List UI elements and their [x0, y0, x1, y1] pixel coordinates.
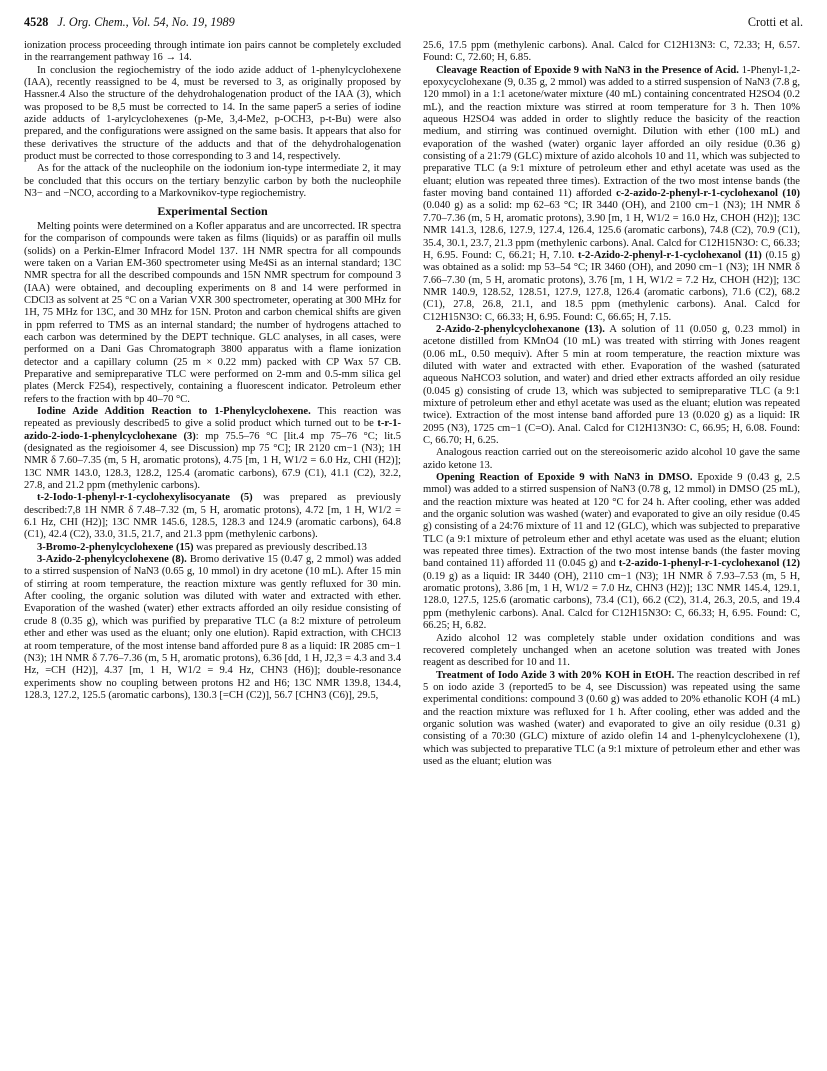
paragraph-text: This reaction was repeated as previously described5 to give a solid product which turned out to be: [24, 405, 401, 430]
paragraph: Azido alcohol 12 was completely stable under oxidation conditions and was recovered completely unchanged when an acetone solution was treated with Jones reagent as described for 10 and 11.: [423, 632, 800, 669]
compound-name: t-r-1-azido-2-iodo-1-phenylcyclohexane (3): [24, 418, 401, 442]
paragraph-text: Epoxide 9 (0.43 g, 2.5 mmol) was added to a stirred suspension of NaN3 (0.78 g, 12 mmol) in DMSO (25 mL), and the reaction mixture was heated at 120 °C for 24 h. After cooling, ether was added and the organic solution was washed (water) and evaporated to give an oily residue (0.45 g) consisting of a 24:76 mixture of 11 and 12 (GLC), which was subjected to preparative TLC (a 9:1 mixture of petroleum ether and ethyl acetate was used as the eluant; elution was repeated three times). Extraction of the two most intense bands (the faster moving band contained 11) afforded 11 (0.045 g) and: [423, 472, 800, 570]
compound-name: c-2-azido-2-phenyl-r-1-cyclohexanol (10): [616, 188, 801, 200]
paragraph: As for the attack of the nucleophile on the iodonium ion-type intermediate 2, it may be concluded that this occurs on the tertiary benzylic carbon by both the nucleophile N3− and −NCO, according to a Markovnikov-type regiochemistry.: [24, 163, 401, 200]
compound-name: 3-Azido-2-phenylcyclohexene (8).: [37, 554, 187, 566]
paragraph: Melting points were determined on a Kofler apparatus and are uncorrected. IR spectra for the comparison of compounds were taken as films (liquids) or as paraffin oil mulls (solids) on a Perkin-Elmer Infracord Model 137. 1H NMR spectra for all compounds were taken on a Varian EM-360 spectrometer using Me4Si as an internal standard; 13C NMR spectra for all the described compounds and 15N NMR spectrum for compound 3 (IAA) were obtained, and decoupling experiments on 8 and 14 were performed in CDCl3 as solvent at 25 °C on a Varian VXR 300 spectrometer, operating at 300 MHz for 1H, 75 MHz for 13C, and 30 MHz for 15N. Proton and carbon chemical shifts are given in ppm referred to TMS as an internal standard; the number of hydrogens attached to each carbon was determined by the DEPT technique. GLC analyses, in all cases, were performed on a Dani Gas Chromatograph 3800 apparatus with a flame ionization detector and a capillary column (25 m × 0.22 mm) packed with CP Wax 57 CB. Preparative and semipreparative TLC were performed on 2-mm and 0.5-mm silica gel plates (Merck F254), respectively, containing a fluorescent indicator. Petroleum ether refers to the fraction with bp 40–70 °C.: [24, 220, 401, 405]
left-column: [24, 40, 401, 702]
compound-name: 3-Bromo-2-phenylcyclohexene (15): [37, 541, 194, 553]
paragraph-text: (0.040 g) as a solid: mp 62–63 °C; IR 3440 (OH), and 2100 cm−1 (N3); 1H NMR δ 7.70–7.36 (m, 5 H, aromatic protons), 3.90 [m, 1 H, W1/2 = 16.0 Hz, CHOH (H2)]; 13C NMR 141.3, 128.6, 127.9, 127.4, 126.4, 125.6 (aromatic carbons), 74.8 (C2), 70.9 (C1), 35.4, 30.1, 23.7, 21.3 ppm (methylenic carbons). Anal. Calcd for C12H15N3O: C, 66.33; H, 6.95. Found: C, 66.21; H, 7.10.: [423, 200, 800, 261]
subsection-title: Iodine Azide Addition Reaction to 1-Phenylcyclohexene.: [37, 405, 311, 417]
right-column: [423, 40, 800, 768]
running-authors: Crotti et al.: [747, 15, 803, 29]
subsection-title: Treatment of Iodo Azide 3 with 20% KOH in EtOH.: [436, 669, 675, 681]
subsection-title: Cleavage Reaction of Epoxide 9 with NaN3 in the Presence of Acid.: [436, 64, 739, 76]
compound-name: t-2-Iodo-1-phenyl-r-1-cyclohexylisocyanate (5): [37, 492, 253, 504]
journal-citation: J. Org. Chem., Vol. 54, No. 19, 1989: [57, 15, 235, 29]
paragraph-text: : mp 75.5–76 °C [lit.4 mp 75–76 °C; lit.5 (designated as the regioisomer 4, see Discussion) mp 75 °C]; IR 2120 cm−1 (N3); 1H NMR δ 7.60–7.35 (m, 5 H, aromatic protons), 4.75 [m, 1 H, W1/2 = 6.0 Hz, CHI (H2)]; 13C NMR 143.0, 128.3, 128.2, 125.4 (aromatic carbons), 67.9 (C1), 41.1 (C2), 32.2, 27.8, and 21.2 ppm (methylenic carbons).: [24, 430, 401, 492]
paragraph-text: was prepared as previously described:7,8 1H NMR δ 7.48–7.32 (m, 5 H, aromatic protons), 4.72 [m, 1 H, W1/2 = 6.1 Hz, CHI (H2)]; 13C NMR 145.6, 128.5, 128.3 and 124.9 (aromatic carbons), 64.8 (C1), 42.4 (C2), 33.0, 31.5, 21.7, and 21.3 ppm (methylenic carbons).: [24, 492, 401, 541]
section-heading: Experimental Section: [157, 204, 268, 219]
compound-name: t-2-Azido-2-phenyl-r-1-cyclohexanol (11): [578, 249, 762, 261]
paragraph: [423, 65, 800, 324]
paragraph-text: (0.15 g) was obtained as a solid: mp 53–54 °C; IR 3460 (OH), and 2090 cm−1 (N3); 1H NMR δ 7.66–7.30 (m, 5 H, aromatic protons), 3.76 [m, 1 H, W1/2 = 7.2 Hz, CHOH (H2)]; 13C NMR 140.9, 128.52, 128.51, 127.9, 127.8, 126.4 (aromatic carbons), 71.6 (C2), 68.2 (C1), 27.8, 26.8, 21.1, and 18.5 ppm (methylenic carbons). Anal. Calcd for C12H15N3O: C, 66.33; H, 6.95. Found: C, 66.65; H, 7.15.: [423, 249, 801, 323]
paragraph: [24, 492, 401, 541]
paragraph-text: A solution of 11 (0.050 g, 0.23 mmol) in acetone distilled from KMnO4 (10 mL) was treated with stirring with Jones reagent (0.06 mL, 0.50 mequiv). After 5 min at room temperature, the reaction mixture was diluted with water and extracted with ether. Evaporation of the washed (saturated aqueous NaHCO3 solution, and water) and dried ether extracts afforded an oily residue (0.045 g) consisting of crude 13, which was subjected to semipreparative TLC (a 9:1 mixture of petroleum ether and ethyl acetate was used as the eluant; elution was repeated twice). Extraction of the most intense band afforded pure 13 (0.020 g) as a liquid: IR 2095 (N3), 1725 cm−1 (C=O). Anal. Calcd for C12H13N3O: C, 66.95; H, 6.08. Found: C, 66.70; H, 6.25.: [423, 323, 800, 446]
paragraph: In conclusion the regiochemistry of the iodo azide adduct of 1-phenylcyclohexene (IAA), recently reassigned to be 4, must be reversed to 3, as originally proposed by Hassner.4 Also the structure of the dehydrohalogenation product of the IAA (3), which was proposed to be 8,5 must be corrected to 14. In the same paper5 a series of iodine azide adducts of 1-arylcyclohexenes (p-Me, 3,4-Me2, p-OCH3, p-t-Bu) were also prepared, and the configurations were assigned on the same basis. It appears that also for these derivatives the structure of the adducts and that of the dehydrohalogenation product must be corrected to those corresponding to 3 and 14, respectively.: [24, 64, 401, 163]
page-header: [24, 13, 803, 31]
paragraph: [423, 670, 800, 769]
compound-name: t-2-azido-1-phenyl-r-1-cyclohexanol (12): [618, 558, 800, 570]
paragraph: Analogous reaction carried out on the stereoisomeric azido alcohol 10 gave the same azido ketone 13.: [423, 447, 800, 471]
paragraph-text: 1-Phenyl-1,2-epoxycyclohexane (9, 0.35 g, 2 mmol) was added to a stirred suspension of NaN3 (7.8 g, 120 mmol) in a 1:1 acetone/water mixture (40 mL) containing concentrated H2SO4 (0.2 mL), and the reaction mixture was stirred at room temperature for 3 h. Then 10% aqueous H2SO4 was added in order to slightly reduce the basicity of the reaction medium, and stirring was continued overnight. Dilution with ether (100 mL) and evaporation of the washed (water) organic layer afforded an oily residue (0.36 g) consisting of a 21:79 (GLC) mixture of azido alcohols 10 and 11, which was subjected to preparative TLC (a 9:1 mixture of petroleum ether and ethyl acetate was used as the eluant; elution was repeated three times). Extraction of the two most intense bands (the faster moving band contained 11) afforded: [423, 64, 800, 200]
paragraph-text: The reaction described in ref 5 on iodo azide 3 (reported5 to be 4, see Discussion) was repeated using the same experimental conditions: compound 3 (0.60 g) was added to 20% ethanolic KOH (4 mL) and the reaction mixture was refluxed for 1 h. After cooling, ether was added and the organic solution was washed (water) and evaporated to give an oily residue (0.31 g) consisting of a 70:30 (GLC) mixture of azido olefin 14 and 1-phenylcyclohexene (1), which was subjected to preparative TLC (a 9:1 mixture of petroleum ether and ether was used as the eluant; elution was: [423, 669, 800, 767]
paragraph: [24, 406, 401, 492]
paragraph-text: was prepared as previously described.13: [193, 541, 367, 553]
subsection-title: 2-Azido-2-phenylcyclohexanone (13).: [436, 323, 605, 335]
paragraph: [24, 554, 401, 702]
page-number: 4528: [24, 15, 49, 29]
subsection-title: Opening Reaction of Epoxide 9 with NaN3 in DMSO.: [436, 472, 693, 484]
paragraph: [423, 324, 800, 447]
paragraph-text: (0.19 g) as a liquid: IR 3440 (OH), 2110 cm−1 (N3); 1H NMR δ 7.93–7.53 (m, 5 H, aromatic protons), 3.86 [m, 1 H, W1/2 = 7.0 Hz, CHN3 (H2)]; 13C NMR 145.4, 129.1, 128.0, 127.5, 125.6 (aromatic carbons), 73.4 (C1), 66.2 (C2), 31.4, 26.3, 20.5, and 19.4 ppm (methylenic carbons). Anal. Calcd for C12H15N3O: C, 66.33; H, 6.95. Found: C, 66.25; H, 6.82.: [423, 570, 800, 632]
paragraph: 25.6, 17.5 ppm (methylenic carbons). Anal. Calcd for C12H13N3: C, 72.33; H, 6.57. Found: C, 72.60; H, 6.85.: [423, 40, 800, 64]
paragraph: [24, 542, 401, 554]
paragraph: ionization process proceeding through intimate ion pairs cannot be completely excluded in the rearrangement pathway 16 → 14.: [24, 40, 401, 64]
paragraph-text: Bromo derivative 15 (0.47 g, 2 mmol) was added to a stirred suspension of NaN3 (0.65 g, 10 mmol) in dry acetone (10 mL). After 15 min of stirring at room temperature, the reaction mixture was gently refluxed for 30 min. After cooling, the organic solution was diluted with water and extracted with ether. Evaporation of the washed (water) ether extracts afforded an oily residue consisting of crude 8 (0.35 g), which was purified by preparative TLC (a 8:2 mixture of petroleum ether and ether was used as the eluant; only one elution). Rapid extraction, with CHCl3 at room temperature, of the most intense band afforded pure 8 as a liquid: IR 2085 cm−1 (N3); 1H NMR δ 7.76–7.36 (m, 5 H, aromatic protons), 6.36 [dd, 1 H, J2,3 = 4.3 and 3.4 Hz, =CH (H2)], 4.37 [m, 1 H, W1/2 = 9.4 Hz, CHN3 (H6)]; double-resonance experiments show no coupling between protons H2 and H6; 13C NMR 139.8, 134.4, 128.3, 127.2, 125.5 (aromatic carbons), 130.3 [=CH (C2)], 56.7 [CHN3 (C6)], 29.5,: [24, 554, 401, 701]
paragraph: [423, 472, 800, 632]
